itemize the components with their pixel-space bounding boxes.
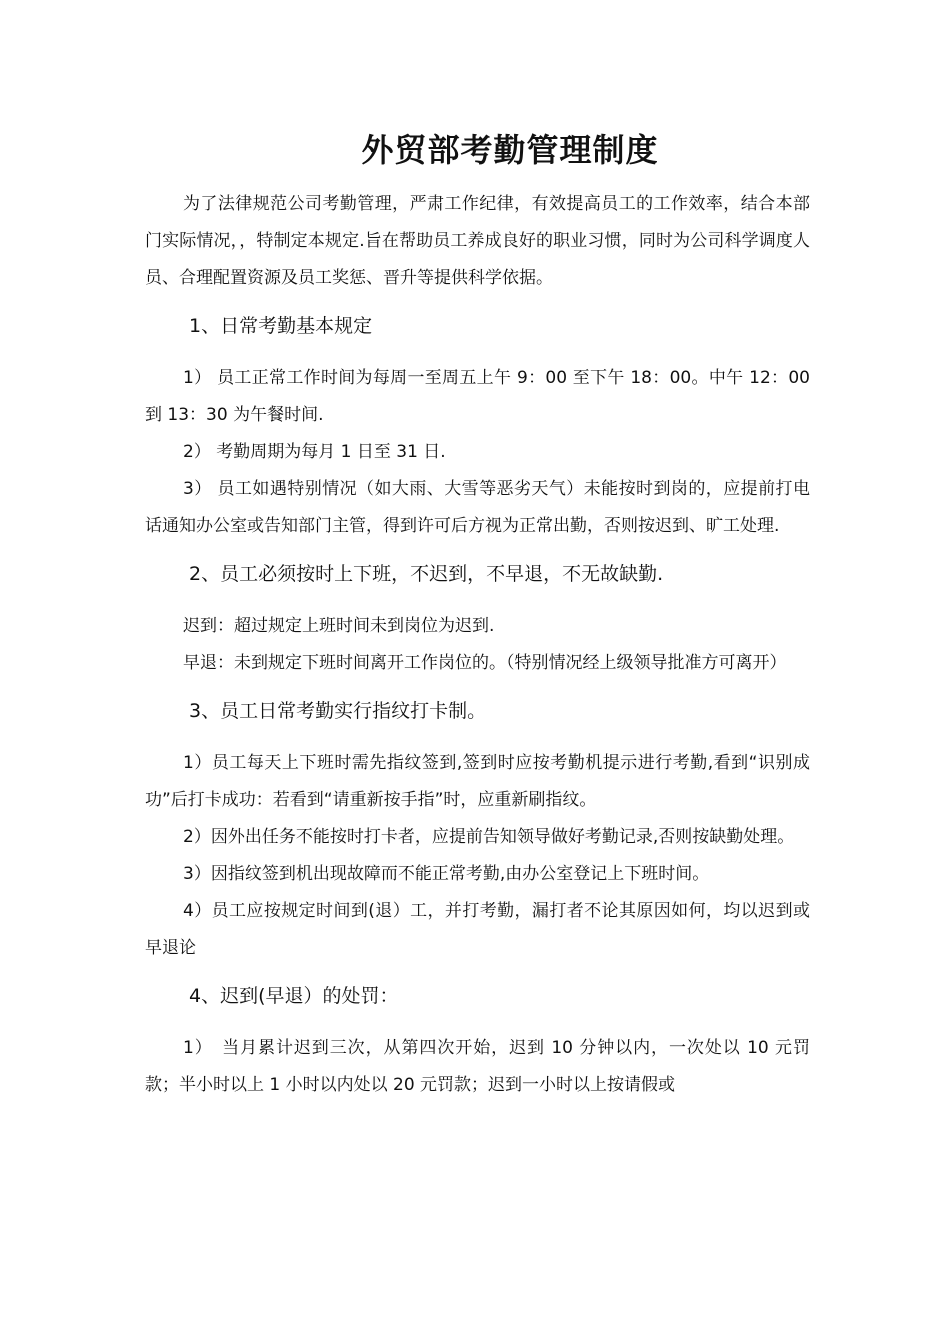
section-paragraph: 迟到：超过规定上班时间未到岗位为迟到. (183, 616, 495, 636)
section-heading: 3、员工日常考勤实行指纹打卡制。 (189, 700, 487, 722)
section-heading: 4、迟到(早退）的处罚： (189, 985, 399, 1007)
intro-paragraph: 为了法律规范公司考勤管理，严肃工作纪律，有效提高员工的工作效率，结合本部门实际情况，，特制定本规定.旨在帮助员工养成良好的职业习惯，同时为公司科学调度人员、合理配置资源及员工奖惩、晋升等提供科学依据。 (145, 194, 810, 288)
section-2 (145, 556, 810, 682)
document-title: 外贸部考勤管理制度 (361, 131, 659, 169)
section-paragraph: 早退：未到规定下班时间离开工作岗位的。（特别情况经上级领导批准方可离开） (183, 653, 787, 673)
document-body (145, 186, 810, 1104)
section-4 (145, 978, 810, 1104)
section-heading: 2、员工必须按时上下班，不迟到，不早退，不无故缺勤. (189, 563, 664, 585)
section-paragraph: 3） 员工如遇特别情况（如大雨、大雪等恶劣天气）未能按时到岗的，应提前打电话通知办公室或告知部门主管，得到许可后方视为正常出勤，否则按迟到、旷工处理. (145, 479, 810, 536)
section-paragraph: 1） 员工正常工作时间为每周一至周五上午 9：00 至下午 18：00。中午 12：00 到 13：30 为午餐时间. (145, 368, 810, 425)
section-paragraph: 2） 考勤周期为每月 1 日至 31 日. (183, 442, 446, 462)
section-paragraph: 4）员工应按规定时间到(退）工，并打考勤，漏打者不论其原因如何，均以迟到或早退论 (145, 901, 810, 958)
section-3 (145, 693, 810, 967)
section-paragraph: 1） 当月累计迟到三次，从第四次开始，迟到 10 分钟以内，一次处以 10 元罚款；半小时以上 1 小时以内处以 20 元罚款；迟到一小时以上按请假或 (145, 1038, 810, 1095)
section-1 (145, 308, 810, 545)
section-heading: 1、日常考勤基本规定 (189, 315, 373, 337)
section-paragraph: 2）因外出任务不能按时打卡者，应提前告知领导做好考勤记录,否则按缺勤处理。 (183, 827, 795, 847)
section-paragraph: 1）员工每天上下班时需先指纹签到,签到时应按考勤机提示进行考勤,看到“识别成功”后打卡成功：若看到“请重新按手指”时，应重新刷指纹。 (145, 753, 810, 810)
section-paragraph: 3）因指纹签到机出现故障而不能正常考勤,由办公室登记上下班时间。 (183, 864, 710, 884)
